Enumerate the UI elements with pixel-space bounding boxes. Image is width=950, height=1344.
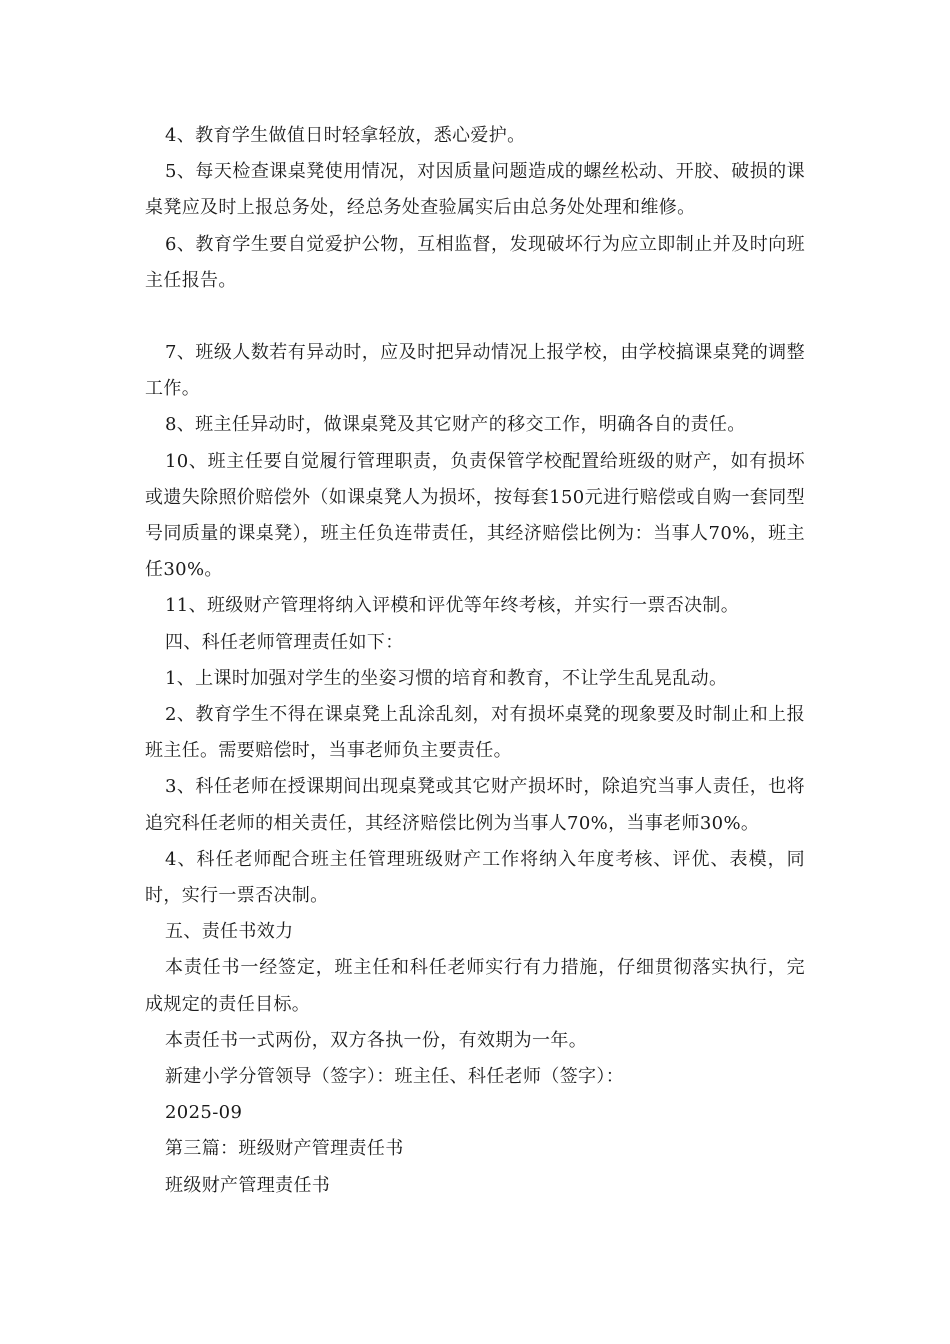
document-subtitle: 班级财产管理责任书	[165, 1174, 331, 1196]
signature-line: 新建小学分管领导（签字）：班主任、科任老师（签字）：	[165, 1066, 625, 1088]
paragraph-item-6-protect-property: 6、教育学生要自觉爱护公物，互相监督，发现破坏行为应立即制止并及时向班主任报告。	[145, 233, 805, 291]
paragraph-teacher-item-3: 3、科任老师在授课期间出现桌凳或其它财产损坏时，除追究当事人责任，也将追究科任老师的相关责任，其经济赔偿比例为当事人70%，当事老师30%。	[145, 776, 805, 834]
paragraph-teacher-item-4: 4、科任老师配合班主任管理班级财产工作将纳入年度考核、评优、表模，同时，实行一票否决制。	[145, 848, 805, 907]
chapter-title: 第三篇：班级财产管理责任书	[165, 1138, 404, 1160]
paragraph-item-11-assessment: 11、班级财产管理将纳入评模和评优等年终考核，并实行一票否决制。	[165, 595, 740, 617]
paragraph-effectiveness-1: 本责任书一经签定，班主任和科任老师实行有力措施，仔细贯彻落实执行，完成规定的责任目标。	[145, 957, 805, 1015]
paragraph-teacher-item-2: 2、教育学生不得在课桌凳上乱涂乱刻，对有损坏桌凳的现象要及时制止和上报班主任。需要赔偿时，当事老师负主要责任。	[145, 704, 805, 762]
paragraph-effectiveness-2: 本责任书一式两份，双方各执一份，有效期为一年。	[165, 1029, 588, 1051]
section-heading-effectiveness: 五、责任书效力	[165, 921, 294, 943]
paragraph-item-4-care: 4、教育学生做值日时轻拿轻放，悉心爱护。	[165, 125, 526, 146]
paragraph-item-8-teacher-change: 8、班主任异动时，做课桌凳及其它财产的移交工作，明确各自的责任。	[165, 414, 746, 436]
date-line: 2025-09	[165, 1102, 243, 1124]
paragraph-item-7-student-change: 7、班级人数若有异动时，应及时把异动情况上报学校，由学校搞课桌凳的调整工作。	[145, 342, 805, 400]
document-body	[145, 118, 805, 1204]
paragraph-teacher-item-1: 1、上课时加强对学生的坐姿习惯的培育和教育，不让学生乱晃乱动。	[165, 667, 728, 689]
paragraph-item-10-compensation: 10、班主任要自觉履行管理职责，负责保管学校配置给班级的财产，如有损坏或遗失除照价赔偿外（如课桌凳人为损坏，按每套150元进行赔偿或自购一套同型号同质量的课桌凳），班主任负连带责任，其经济赔偿比例为：当事人70%，班主任30%。	[145, 450, 805, 581]
paragraph-item-5-daily-check: 5、每天检查课桌凳使用情况，对因质量问题造成的螺丝松动、开胶、破损的课桌凳应及时上报总务处，经总务处查验属实后由总务处处理和维修。	[145, 161, 805, 219]
section-heading-subject-teachers: 四、科任老师管理责任如下：	[165, 631, 404, 653]
paragraph-gap	[145, 299, 805, 335]
